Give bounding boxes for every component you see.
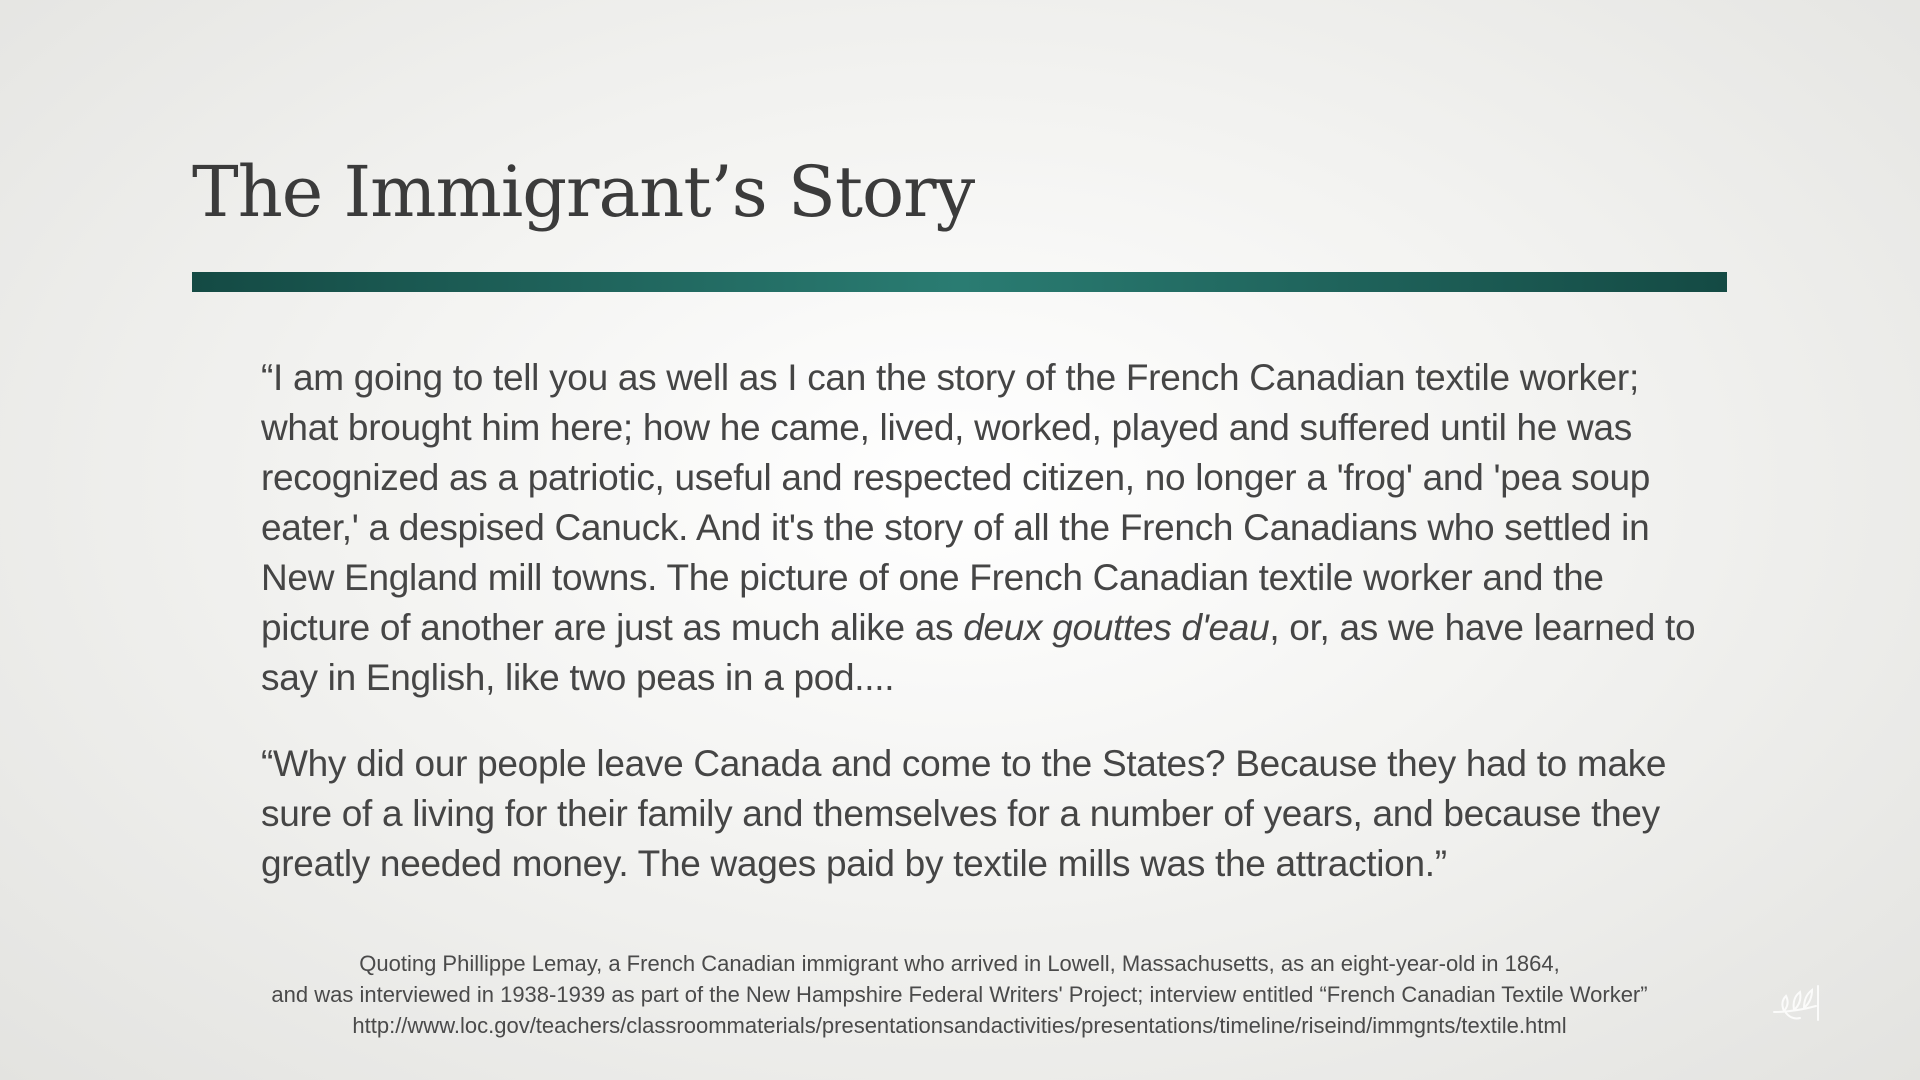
title-divider — [192, 272, 1727, 292]
slide-title: The Immigrant’s Story — [192, 151, 975, 233]
citation-line-2: and was interviewed in 1938-1939 as part of the New Hampshire Federal Writers' Project; interview entitled “French Canadian Textile Worker” — [271, 982, 1648, 1007]
quote-1-text-end: , or, as we have learned to say in English, like two peas in a pod.... — [261, 607, 1696, 698]
quote-paragraph-1 — [261, 353, 1701, 703]
citation-url[interactable]: http://www.loc.gov/teachers/classroommaterials/presentationsandactivities/presentations/timeline/riseind/immgnts/textile.html — [352, 1013, 1567, 1038]
quote-1-text: “I am going to tell you as well as I can the story of the French Canadian textile worker; what brought him here; how he came, lived, worked, played and suffered until he was recognized as a patriotic, useful and respected citizen, no longer a 'frog' and 'pea soup eater,' a despised Canuck. And it's the story of all the French Canadians who settled in New England mill towns. The picture of one French Canadian textile worker and the picture of another are just as much alike as — [261, 357, 1651, 648]
quote-paragraph-2: “Why did our people leave Canada and come to the States? Because they had to make sure of a living for their family and themselves for a number of years, and because they greatly needed money. The wages paid by textile mills was the attraction.” — [261, 743, 1667, 884]
leaf-icon — [1772, 982, 1822, 1024]
citation — [192, 948, 1727, 1041]
citation-line-1: Quoting Phillippe Lemay, a French Canadian immigrant who arrived in Lowell, Massachusetts, as an eight-year-old in 1864, — [359, 951, 1560, 976]
quote-1-italic-phrase: deux gouttes d'eau — [963, 607, 1270, 648]
